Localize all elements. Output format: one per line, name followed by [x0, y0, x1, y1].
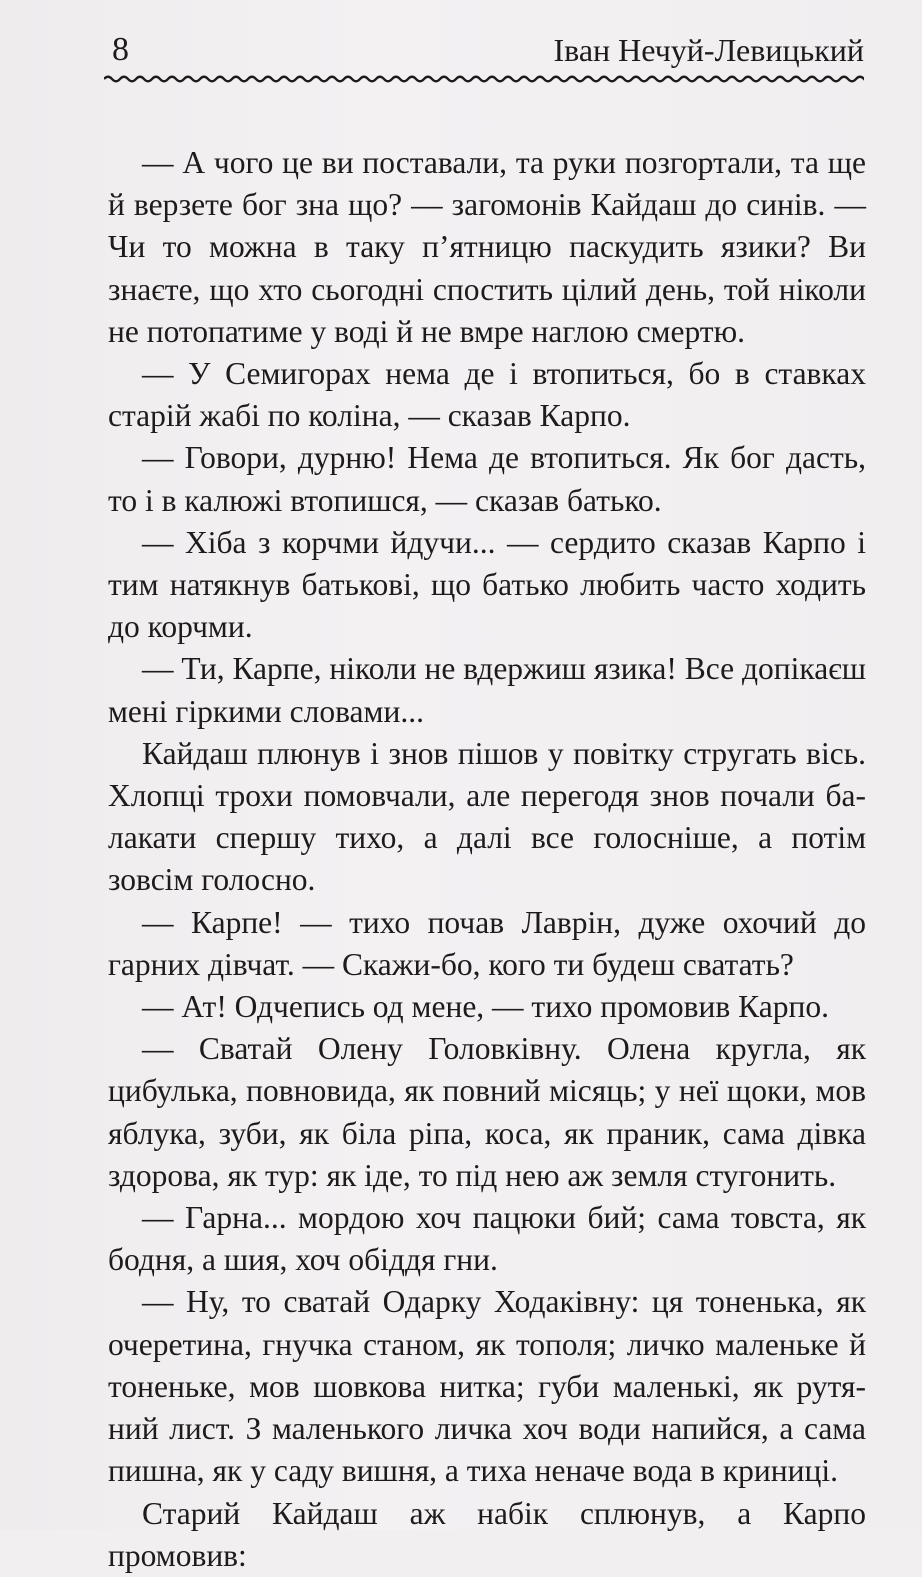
page-header [112, 26, 864, 70]
paragraph: — Гарна... мордою хоч пацюки бий; сама товста, як бодня, а шия, хоч обіддя гни. [108, 1200, 866, 1278]
paragraph: — Хіба з корчми йдучи... — сердито сказав Карпо і тим натякнув батькові, що батько любить часто ходить до корчми. [108, 524, 866, 645]
paragraph: — Ти, Карпе, ніколи не вдержиш язика! Все допікаєш мені гіркими словами... [108, 651, 866, 729]
paragraph: Кайдаш плюнув і знов пішов у повітку стругать вісь. Хлопці трохи помовчали, але перегодя знов почали балакати спершу тихо, а далі все голосніше, а потім зовсім голосно. [108, 735, 866, 898]
body-text [108, 142, 866, 1577]
paragraph: — Ат! Одчепись од мене, — тихо промовив Карпо. [142, 989, 829, 1025]
paragraph: — Сватай Олену Головківну. Олена кругла, як цибулька, повновида, як повний місяць; у неї щоки, мов яблука, зуби, як біла ріпа, коса, як праник, сама дівка здорова, як тур: як іде, то під нею аж земля стугонить. [108, 1031, 866, 1193]
paragraph: — А чого це ви поставали, та руки позгортали, та ще й верзете бог зна що? — загомонів Кайдаш до синів. — Чи то можна в таку п’ятницю паскудить язики? Ви знаєте, що хто сьогодні спостить цілий день, той ніколи не потопатиме у воді й не вмре наглою смертю. [108, 145, 866, 349]
paragraph: — Карпе! — тихо почав Лаврін, дуже охочий до гарних дівчат. — Скажи-бо, кого ти будеш сватать? [108, 904, 866, 982]
paragraph: — Говори, дурню! Нема де втопиться. Як бог дасть, то і в калюжі втопишся, — сказав батько. [108, 440, 866, 518]
running-head: Іван Нечуй-Левицький [553, 32, 864, 68]
paragraph: — Ну, то сватай Одарку Ходаківну: ця тоненька, як очеретина, гнучка станом, як тополя; личко маленьке й тоненьке, мов шовкова нитка; губи маленькі, як рутяний лист. З маленького личка хоч води напийся, а сама пишна, як у саду вишня, а тиха неначе вода в криниці. [108, 1284, 866, 1489]
wavy-rule [104, 70, 864, 88]
page-number: 8 [112, 31, 129, 68]
paragraph: Старий Кайдаш аж набік сплюнув, а Карпо промовив: [108, 1495, 866, 1573]
paragraph: — У Семигорах нема де і втопиться, бо в ставках старій жабі по коліна, — сказав Карпо. [108, 356, 866, 434]
